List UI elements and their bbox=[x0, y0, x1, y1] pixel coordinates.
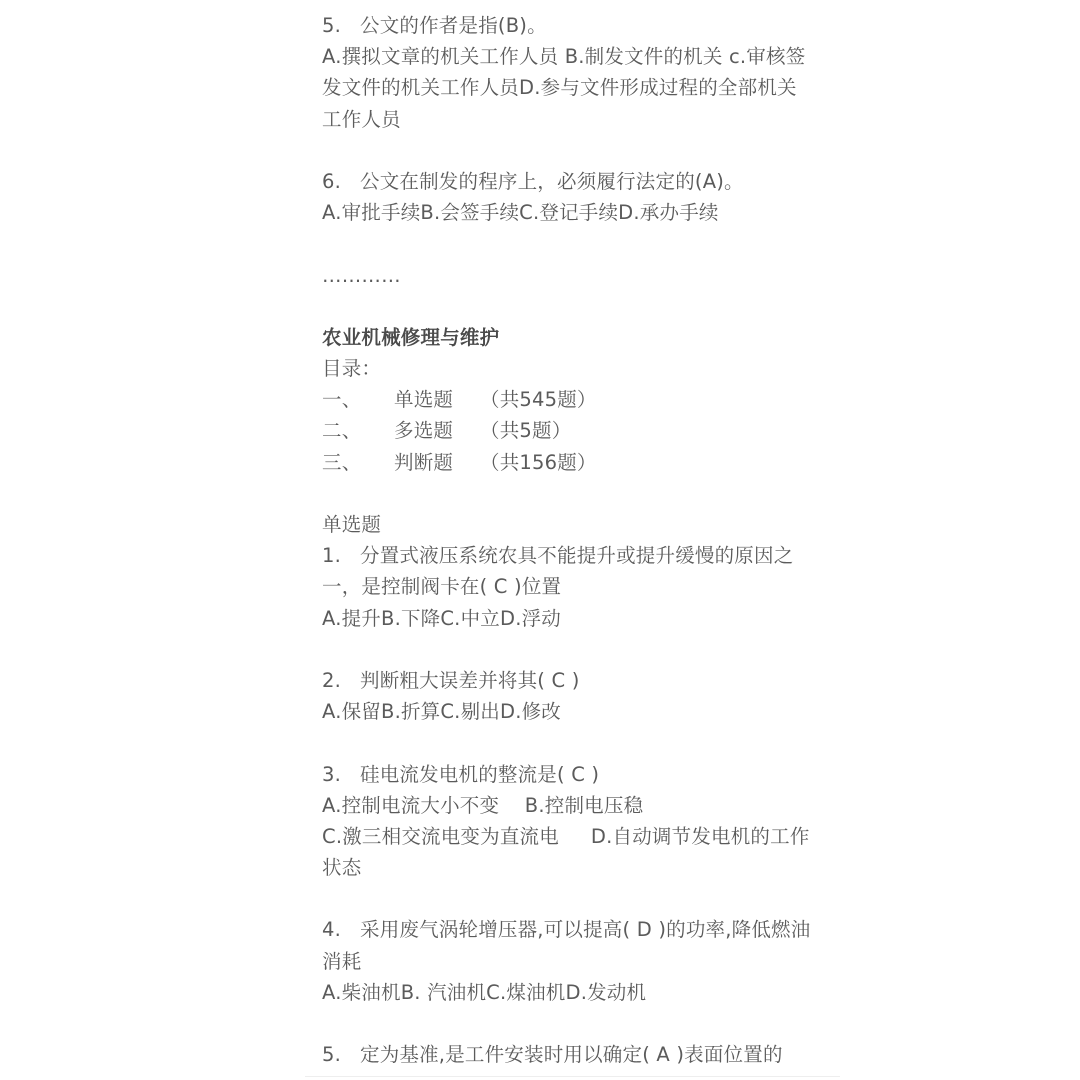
toc-count: （共156题） bbox=[480, 450, 597, 474]
toc-item-multiple-choice bbox=[322, 415, 842, 446]
question-text: 判断粗大误差并将其( C ) bbox=[360, 668, 580, 692]
question-5-stem bbox=[322, 1039, 842, 1070]
question-1-options: A.提升B.下降C.中立D.浮动 bbox=[322, 606, 561, 630]
spacer bbox=[322, 727, 842, 758]
spacer bbox=[322, 478, 842, 509]
question-4-options: A.柴油机B. 汽油机C.煤油机D.发动机 bbox=[322, 980, 647, 1004]
spacer bbox=[322, 135, 842, 166]
question-4-stem-line-1 bbox=[322, 914, 842, 945]
question-3-stem bbox=[322, 759, 842, 790]
question-number: 2. bbox=[322, 668, 342, 692]
toc-count: （共545题） bbox=[480, 388, 597, 412]
toc-index: 三、 bbox=[322, 450, 362, 474]
toc-item-single-choice bbox=[322, 384, 842, 415]
spacer bbox=[322, 1008, 842, 1039]
question-prev-5-options-line-3: 工作人员 bbox=[322, 107, 401, 131]
toc-name: 判断题 bbox=[394, 450, 454, 474]
question-1-stem-line-1 bbox=[322, 540, 842, 571]
question-1-stem-line-2: 一，是控制阀卡在( C )位置 bbox=[322, 575, 562, 599]
question-3-options-line-1: A.控制电流大小不变 B.控制电压稳 bbox=[322, 793, 644, 817]
toc-item-true-false bbox=[322, 447, 842, 478]
question-text: 公文在制发的程序上，必须履行法定的(A)。 bbox=[360, 169, 744, 193]
document-page bbox=[322, 10, 842, 1080]
bottom-divider bbox=[305, 1076, 840, 1077]
toc-name: 多选题 bbox=[394, 419, 454, 443]
question-number: 4. bbox=[322, 918, 342, 942]
question-number: 3. bbox=[322, 762, 342, 786]
section-title: 农业机械修理与维护 bbox=[322, 325, 500, 349]
single-choice-label: 单选题 bbox=[322, 513, 382, 536]
question-number: 6. bbox=[322, 169, 342, 193]
question-prev-6-stem bbox=[322, 166, 842, 197]
toc-index: 一、 bbox=[322, 388, 362, 412]
toc-index: 二、 bbox=[322, 419, 362, 443]
question-prev-5-stem bbox=[322, 10, 842, 41]
question-text: 硅电流发电机的整流是( C ) bbox=[360, 762, 600, 786]
question-text: 定为基准,是工件安装时用以确定( A )表面位置的 bbox=[360, 1043, 783, 1067]
question-number: 5. bbox=[322, 1043, 342, 1067]
question-text: 分置式液压系统农具不能提升或提升缓慢的原因之 bbox=[360, 544, 794, 568]
question-text: 公文的作者是指(B)。 bbox=[360, 14, 547, 37]
toc-name: 单选题 bbox=[394, 388, 454, 412]
question-2-stem bbox=[322, 665, 842, 696]
toc-count: （共5题） bbox=[480, 419, 572, 443]
toc-label: 目录： bbox=[322, 357, 382, 381]
question-prev-5-options-line-2: 发文件的机关工作人员D.参与文件形成过程的全部机关 bbox=[322, 76, 797, 100]
question-4-stem-line-2: 消耗 bbox=[322, 949, 362, 973]
question-3-options-line-2: C.激三相交流电变为直流电 D.自动调节发电机的工作 bbox=[322, 824, 810, 848]
question-number: 5. bbox=[322, 14, 342, 37]
question-prev-6-options: A.审批手续B.会签手续C.登记手续D.承办手续 bbox=[322, 201, 719, 225]
spacer bbox=[322, 291, 842, 322]
question-3-options-line-3: 状态 bbox=[322, 856, 362, 880]
ellipsis-separator: ………… bbox=[322, 263, 401, 287]
spacer bbox=[322, 883, 842, 914]
question-number: 1. bbox=[322, 544, 342, 568]
question-2-options: A.保留B.折算C.剔出D.修改 bbox=[322, 700, 561, 724]
question-text: 采用废气涡轮增压器,可以提高( D )的功率,降低燃油 bbox=[360, 918, 811, 942]
spacer bbox=[322, 634, 842, 665]
spacer bbox=[322, 228, 842, 259]
question-prev-5-options-line-1: A.撰拟文章的机关工作人员 B.制发文件的机关 c.审核签 bbox=[322, 45, 806, 69]
